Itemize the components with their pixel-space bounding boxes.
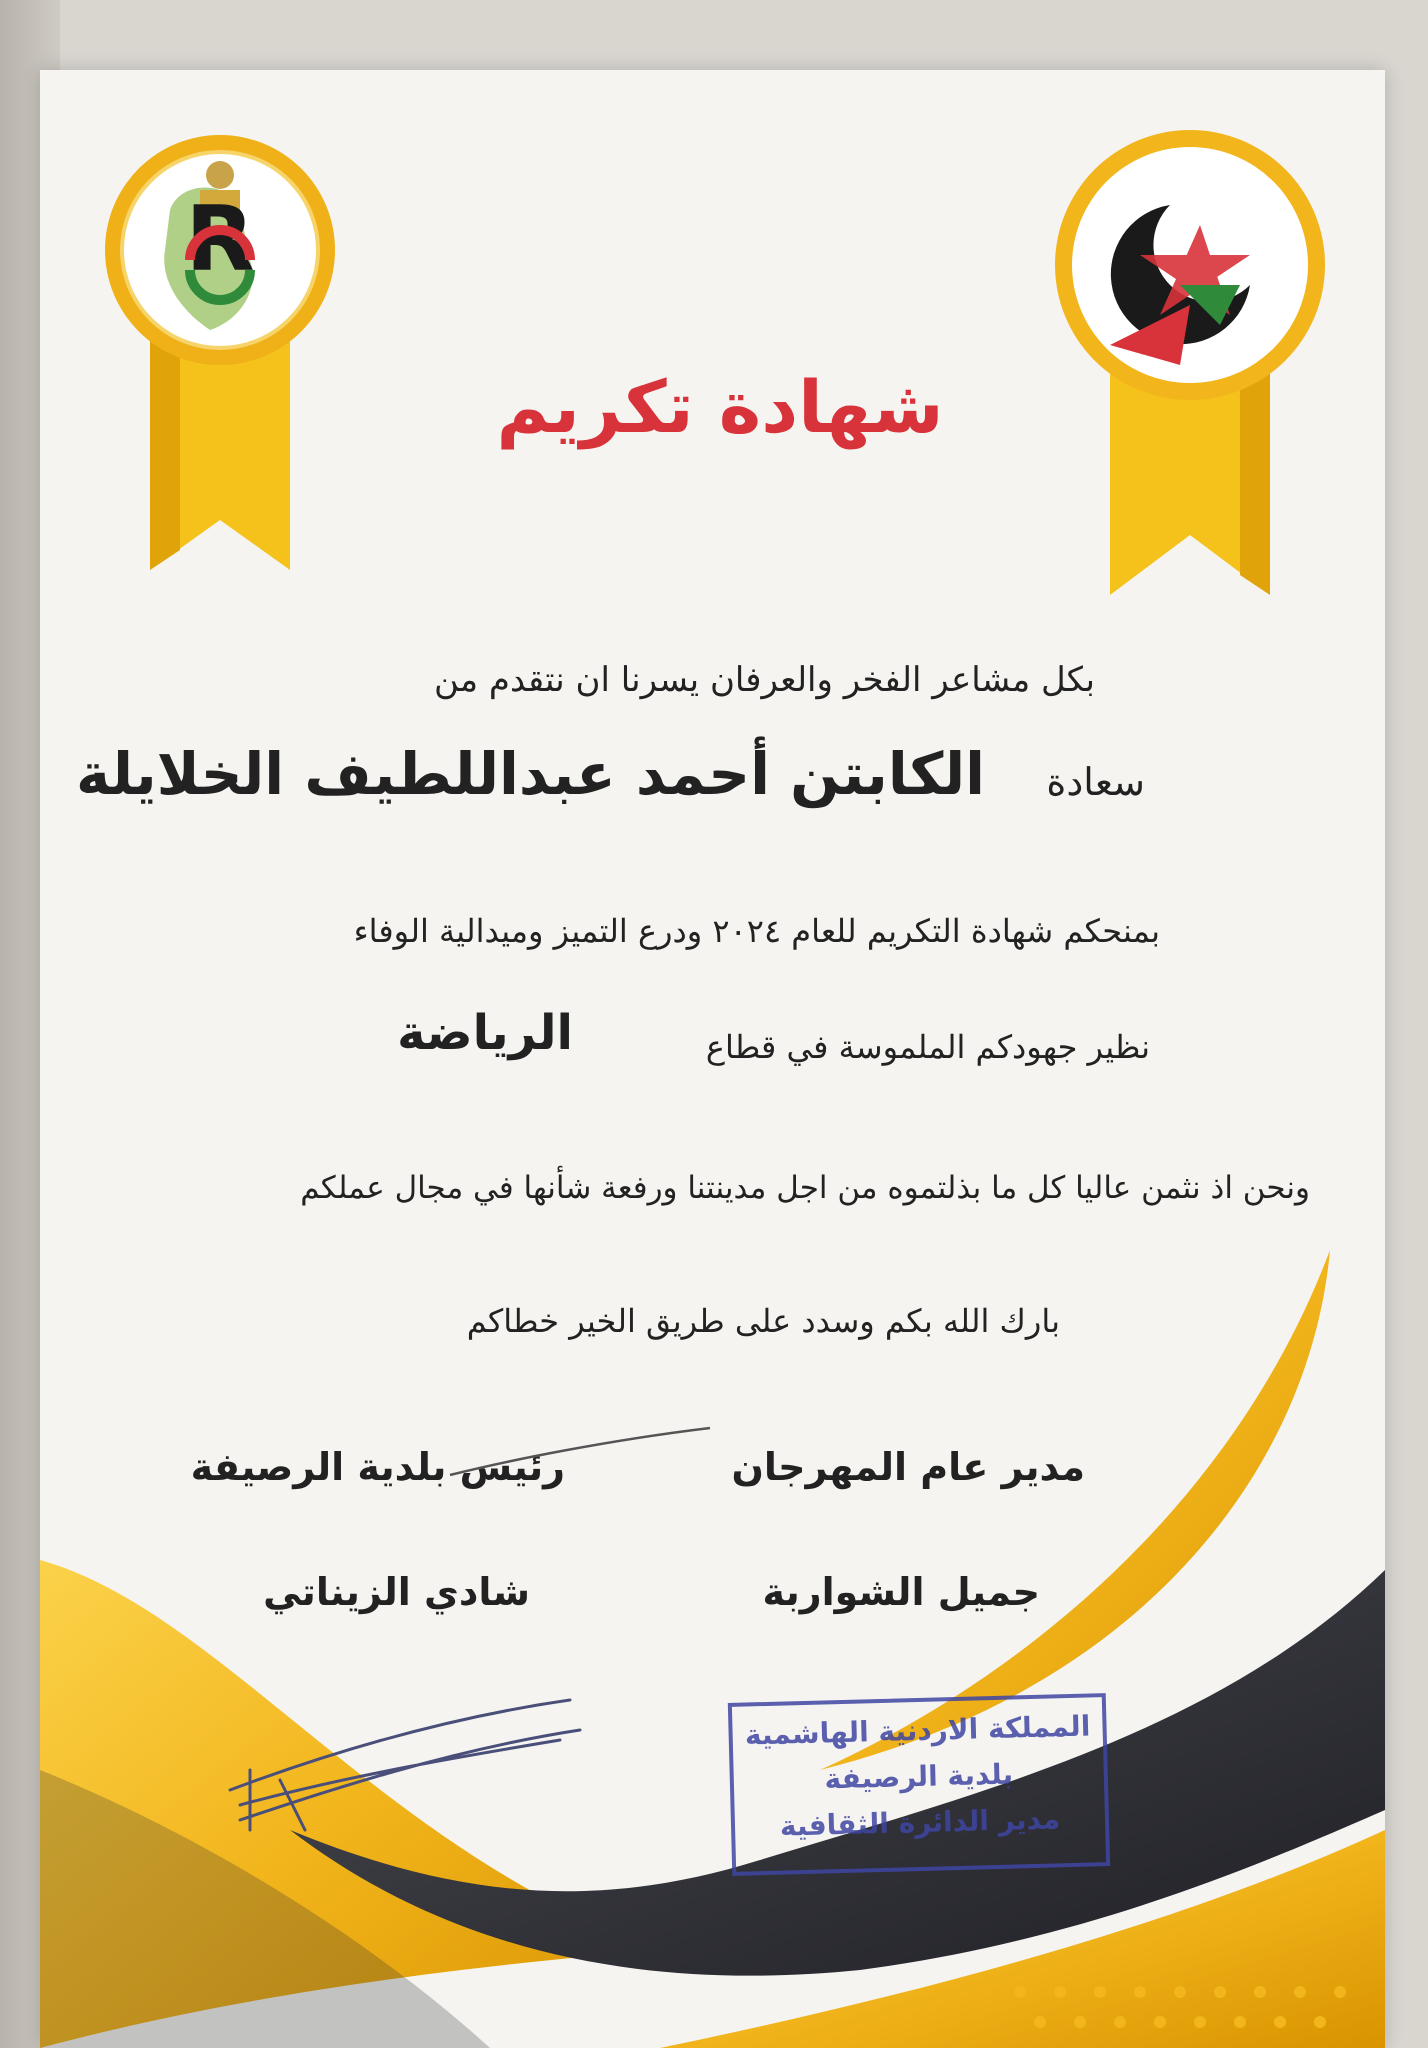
grant-line: بمنحكم شهادة التكريم للعام ٢٠٢٤ ودرع التميز وميدالية الوفاء xyxy=(353,912,1160,950)
stamp-line-2: بلدية الرصيفة xyxy=(824,1757,1014,1796)
official-stamp xyxy=(728,1693,1110,1876)
stamp-line-3: مدير الدائرة الثقافية xyxy=(779,1802,1061,1843)
certificate-paper xyxy=(40,70,1385,2048)
festival-logo-badge xyxy=(1050,125,1330,595)
honoree-name: الكابتن أحمد عبداللطيف الخلايلة xyxy=(76,740,985,808)
municipality-logo-badge xyxy=(100,130,340,570)
appreciation-line: ونحن اذ نثمن عاليا كل ما بذلتموه من اجل مدينتنا ورفعة شأنها في مجال عملكم xyxy=(300,1170,1310,1206)
mayor-title: رئيس بلدية الرصيفة xyxy=(190,1445,565,1489)
svg-text:R: R xyxy=(185,187,255,292)
mayor-signature xyxy=(210,1680,590,1850)
honoree-prefix: سعادة xyxy=(1046,760,1145,804)
director-signature xyxy=(430,1420,730,1490)
intro-line: بكل مشاعر الفخر والعرفان يسرنا ان نتقدم من xyxy=(434,660,1095,700)
festival-director-title: مدير عام المهرجان xyxy=(731,1445,1085,1489)
festival-director-name: جميل الشواربة xyxy=(762,1570,1040,1614)
certificate-title: شهادة تكريم xyxy=(496,365,944,449)
mayor-name: شادي الزيناتي xyxy=(263,1570,530,1614)
blessing-line: بارك الله بكم وسدد على طريق الخير خطاكم xyxy=(466,1302,1060,1340)
efforts-line: نظير جهودكم الملموسة في قطاع xyxy=(705,1028,1150,1066)
sector-name: الرياضة xyxy=(397,1005,573,1061)
stamp-line-1: المملكة الاردنية الهاشمية xyxy=(744,1709,1091,1752)
